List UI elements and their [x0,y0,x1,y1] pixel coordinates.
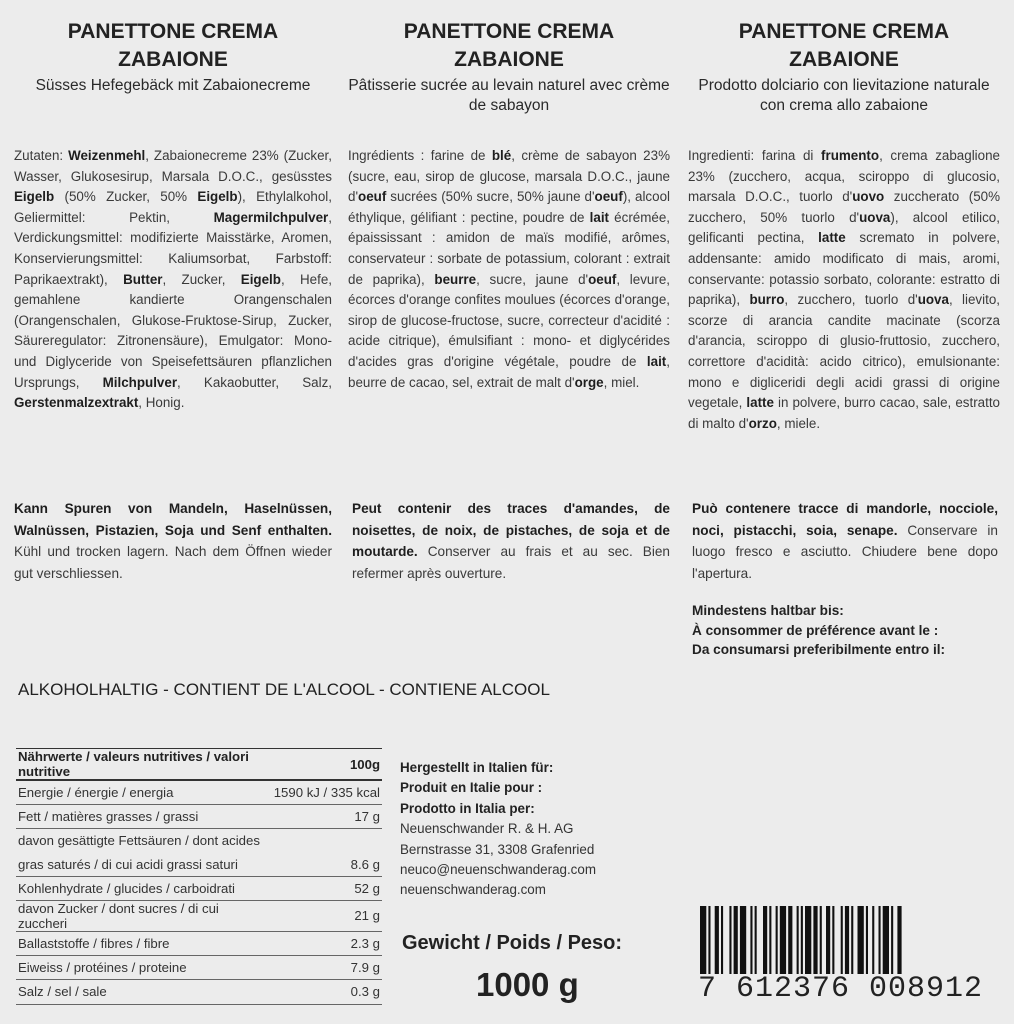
nutrition-row [16,780,382,805]
column-italian [688,18,1000,116]
allergens-de: Kann Spuren von Mandeln, Haselnüssen, Walnüssen, Pistazien, Soja und Senf enthalten. Kühl und trocken lagern. Nach dem Öffnen wieder gut verschliessen. [14,501,332,581]
product-subtitle-de: Süsses Hefegebäck mit Zabaionecreme [35,77,311,94]
nutrition-label: Ballaststoffe / fibres / fibre [16,931,272,955]
nutrition-row [16,931,382,955]
nutrition-value: 0.3 g [272,980,382,1004]
nutrition-label: Energie / énergie / energia [16,780,272,805]
ingredients-it: Ingredienti: farina di frumento, crema zabaglione 23% (zucchero, acqua, sciroppo di glucosio, marsala D.O.C., tuorlo d'uovo zuccherato (50% zucchero, 50% tuorlo d'uova), alcool etilico, gelificanti pectina, latte scremato in polvere, addensante: amido modificato di mais, aromi, conservante: potassio sorbato, colorante: estratto di paprika), burro, zucchero, tuorlo d'uova, lievito, scorze di arancia candite macinate (scorza d'arancia, sciroppo di glusio-fruttosio, zucchero, correttore d'acidità: acido citrico), emulsionante: mono e digliceridi degli acidi grassi di origine vegetale, latte in polvere, burro cacao, sale, estratto di malto d'orzo, miele. [688,148,1000,431]
nutrition-value: 21 g [272,900,382,931]
manufacturer-email: neuco@neuenschwanderag.com [400,862,596,878]
nutrition-value: 1590 kJ / 335 kcal [272,780,382,805]
manufacturer-name: Neuenschwander R. & H. AG [400,821,574,837]
nutrition-value [272,829,382,853]
best-before-de: Mindestens haltbar bis: [692,603,844,618]
nutrition-value: 17 g [272,805,382,829]
best-before-fr: À consommer de préférence avant le : [692,622,939,638]
weight-value: 1000 g [476,966,579,1003]
barcode-digits: 7 612376 008912 [698,972,984,1006]
best-before-block [692,601,945,660]
manufacturer-heading-de: Hergestellt in Italien für: [400,760,554,775]
product-subtitle-fr: Pâtisserie sucrée au levain naturel avec crème de sabayon [348,77,670,114]
product-title-fr: PANETTONE CREMA ZABAIONE [403,20,615,71]
product-title-it: PANETTONE CREMA ZABAIONE [738,20,950,71]
nutrition-label: Salz / sel / sale [16,980,272,1004]
nutrition-row [16,829,382,853]
nutrition-row [16,980,382,1004]
nutrition-label: Fett / matières grasses / grassi [16,805,272,829]
alcohol-notice: ALKOHOLHALTIG - CONTIENT DE L'ALCOOL - CONTIENE ALCOOL [18,680,550,699]
nutrition-row [16,853,382,877]
product-title-de: PANETTONE CREMA ZABAIONE [67,20,279,71]
nutrition-value: 2.3 g [272,931,382,955]
nutrition-table [16,748,382,1005]
manufacturer-heading-fr: Produit en Italie pour : [400,780,543,796]
nutrition-row [16,900,382,931]
nutrition-header-value: 100g [272,749,382,781]
nutrition-label: Kohlenhydrate / glucides / carboidrati [16,876,272,900]
product-subtitle-it: Prodotto dolciario con lievitazione naturale con crema allo zabaione [698,77,990,114]
allergens-it: Può contenere tracce di mandorle, nocciole, noci, pistacchi, soia, senape. Conservare in luogo fresco e asciutto. Chiudere bene dopo l'apertura. [692,501,998,581]
column-french [348,18,670,116]
allergens-fr: Peut contenir des traces d'amandes, de noisettes, de noix, de pistaches, de soja et de moutarde. Conserver au frais et au sec. Bien refermer après ouverture. [352,501,670,581]
weight-label: Gewicht / Poids / Peso: [402,932,623,954]
manufacturer-address: Bernstrasse 31, 3308 Grafenried [400,841,595,857]
nutrition-header [16,749,382,781]
manufacturer-website: neuenschwanderag.com [400,882,546,898]
ingredients-de: Zutaten: Weizenmehl, Zabaionecreme 23% (Zucker, Wasser, Glukosesirup, Marsala D.O.C., gesüsstes Eigelb (50% Zucker, 50% Eigelb), Ethylalkohol, Geliermittel: Pektin, Magermilchpulver, Verdickungsmittel: modifizierte Maisstärke, Aromen, Konservierungsmittel: Kaliumsorbat, Farbstoff: Paprikaextrakt), Butter, Zucker, Eigelb, Hefe, gemahlene kandierte Orangenschalen (Orangenschalen, Glukose-Fruktose-Sirup, Zucker, Säureregulator: Zitronensäure), Emulgator: Mono- und Diglyceride von Speisefettsäuren pflanzlichen Ursprungs, Milchpulver, Kakaobutter, Salz, Gerstenmalzextrakt, Honig. [14,148,332,411]
nutrition-label: davon gesättigte Fettsäuren / dont acides [18,833,260,849]
nutrition-value: 7.9 g [272,956,382,980]
nutrition-row [16,956,382,980]
manufacturer-block [400,758,596,901]
nutrition-label: gras saturés / di cui acidi grassi saturi [16,853,272,877]
nutrition-row [16,876,382,900]
ingredients-fr: Ingrédients : farine de blé, crème de sabayon 23% (sucre, eau, sirop de glucose, marsala D.O.C., jaune d'oeuf sucrées (50% sucre, 50% jaune d'oeuf), alcool éthylique, gélifiant : pectine, poudre de lait écrémée, épaississant : amidon de maïs modifié, arômes, conservateur : sorbate de potassium, colorant : extrait de paprika), beurre, sucre, jaune d'oeuf, levure, écorces d'orange confites moulues (écorces d'orange, sirop de glucose-fructose, sucre, correcteur d'acidité : acide citrique), émulsifiant : mono- et diglycérides d'acides gras d'origine végétale, poudre de lait, beurre de cacao, sel, extrait de malt d'orge, miel. [348,148,670,390]
nutrition-label: Eiweiss / protéines / proteine [16,956,272,980]
nutrition-value: 8.6 g [272,853,382,877]
column-german [14,18,332,96]
best-before-it: Da consumarsi preferibilmente entro il: [692,642,946,657]
nutrition-header-label: Nährwerte / valeurs nutritives / valori nutritive [16,749,272,781]
nutrition-row [16,805,382,829]
nutrition-label: davon Zucker / dont sucres / di cui zuccheri [16,900,272,931]
manufacturer-heading-it: Prodotto in Italia per: [400,800,535,816]
nutrition-value: 52 g [272,876,382,900]
